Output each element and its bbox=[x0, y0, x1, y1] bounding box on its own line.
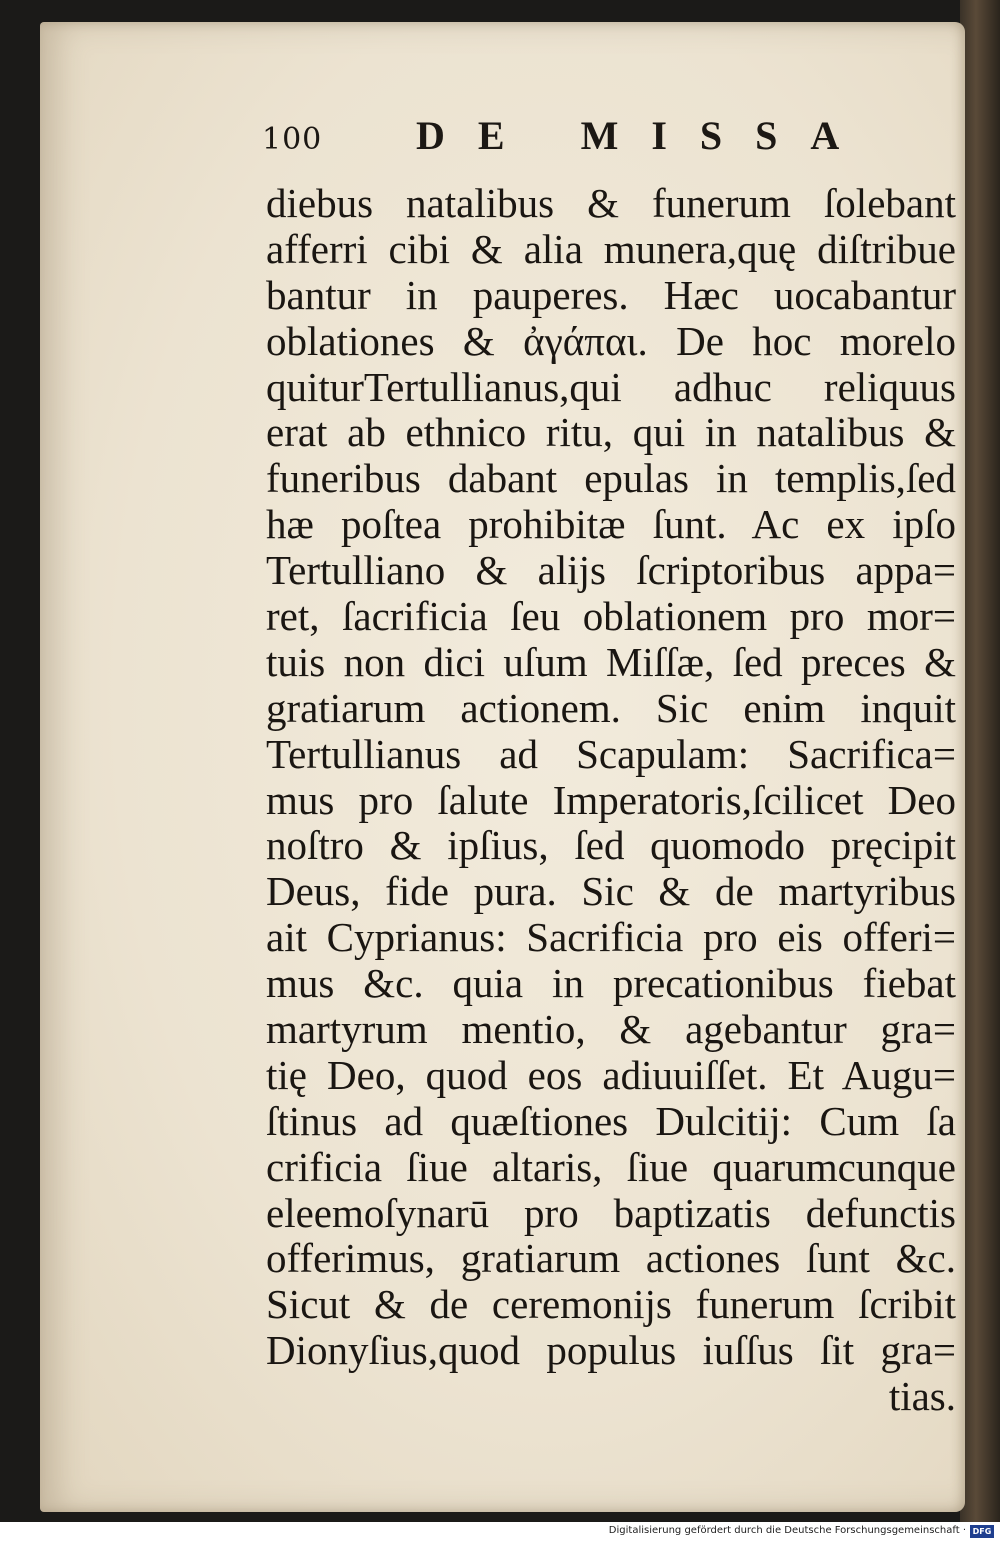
text-line: eleemoſynarū pro baptizatis defunctis bbox=[266, 1189, 956, 1236]
text-line: ret, ſacrificia ſeu oblationem pro mor= bbox=[266, 593, 956, 640]
footer-strip bbox=[0, 1522, 1000, 1543]
text-line: bantur in pauperes. Hæc uocabantur bbox=[266, 271, 956, 318]
dfg-logo-icon: DFG bbox=[970, 1525, 994, 1538]
catchword: tias. bbox=[888, 1373, 956, 1420]
text-line: mus &c. quia in precationibus fiebat bbox=[266, 960, 956, 1007]
text-line: ſtinus ad quæſtiones Dulcitij: Cum ſa bbox=[266, 1097, 956, 1144]
page-header bbox=[258, 112, 958, 162]
text-line: tuis non dici uſum Miſſæ, ſed preces & bbox=[266, 638, 956, 685]
text-line: gratiarum actionem. Sic enim inquit bbox=[266, 684, 956, 731]
text-line: erat ab ethnico ritu, qui in natalibus & bbox=[266, 409, 956, 456]
running-title: DE MISSA bbox=[416, 113, 873, 158]
text-line: quiturTertullianus,qui adhuc reliquus bbox=[266, 363, 956, 410]
funding-credit: Digitalisierung gefördert durch die Deutsche Forschungsgemeinschaft · bbox=[608, 1525, 966, 1536]
text-line: Dionyſius,quod populus iuſſus ſit gra= bbox=[266, 1327, 956, 1374]
text-line: tię Deo, quod eos adiuuiſſet. Et Augu= bbox=[266, 1051, 956, 1098]
text-line: afferri cibi & alia munera,quę diſtribue bbox=[266, 225, 956, 272]
text-line: Tertullianus ad Scapulam: Sacrifica= bbox=[266, 730, 956, 777]
folio-number: 100 bbox=[262, 122, 323, 157]
text-line: funeribus dabant epulas in templis,ſed bbox=[266, 455, 956, 502]
text-line: mus pro ſalute Imperatoris,ſcilicet Deo bbox=[266, 776, 956, 823]
text-line: offerimus, gratiarum actiones ſunt &c. bbox=[266, 1235, 956, 1282]
body-text bbox=[266, 181, 956, 1420]
text-line: oblationes & ἀγάπαι. De hoc morelo bbox=[266, 317, 956, 364]
text-line: Tertulliano & alijs ſcriptoribus appa= bbox=[266, 547, 956, 594]
text-line: diebus natalibus & funerum ſolebant bbox=[266, 180, 956, 226]
text-line: noſtro & ipſius, ſed quomodo pręcipit bbox=[266, 822, 956, 869]
text-line: ait Cyprianus: Sacrificia pro eis offeri= bbox=[266, 914, 956, 961]
text-line: Deus, fide pura. Sic & de martyribus bbox=[266, 868, 956, 915]
text-line: crificia ſiue altaris, ſiue quarumcunque bbox=[266, 1143, 956, 1190]
text-line: hæ poſtea prohibitæ ſunt. Ac ex ipſo bbox=[266, 501, 956, 548]
text-line: martyrum mentio, & agebantur gra= bbox=[266, 1006, 956, 1053]
book-edge bbox=[960, 0, 1000, 1522]
text-line: Sicut & de ceremonijs funerum ſcribit bbox=[266, 1281, 956, 1328]
